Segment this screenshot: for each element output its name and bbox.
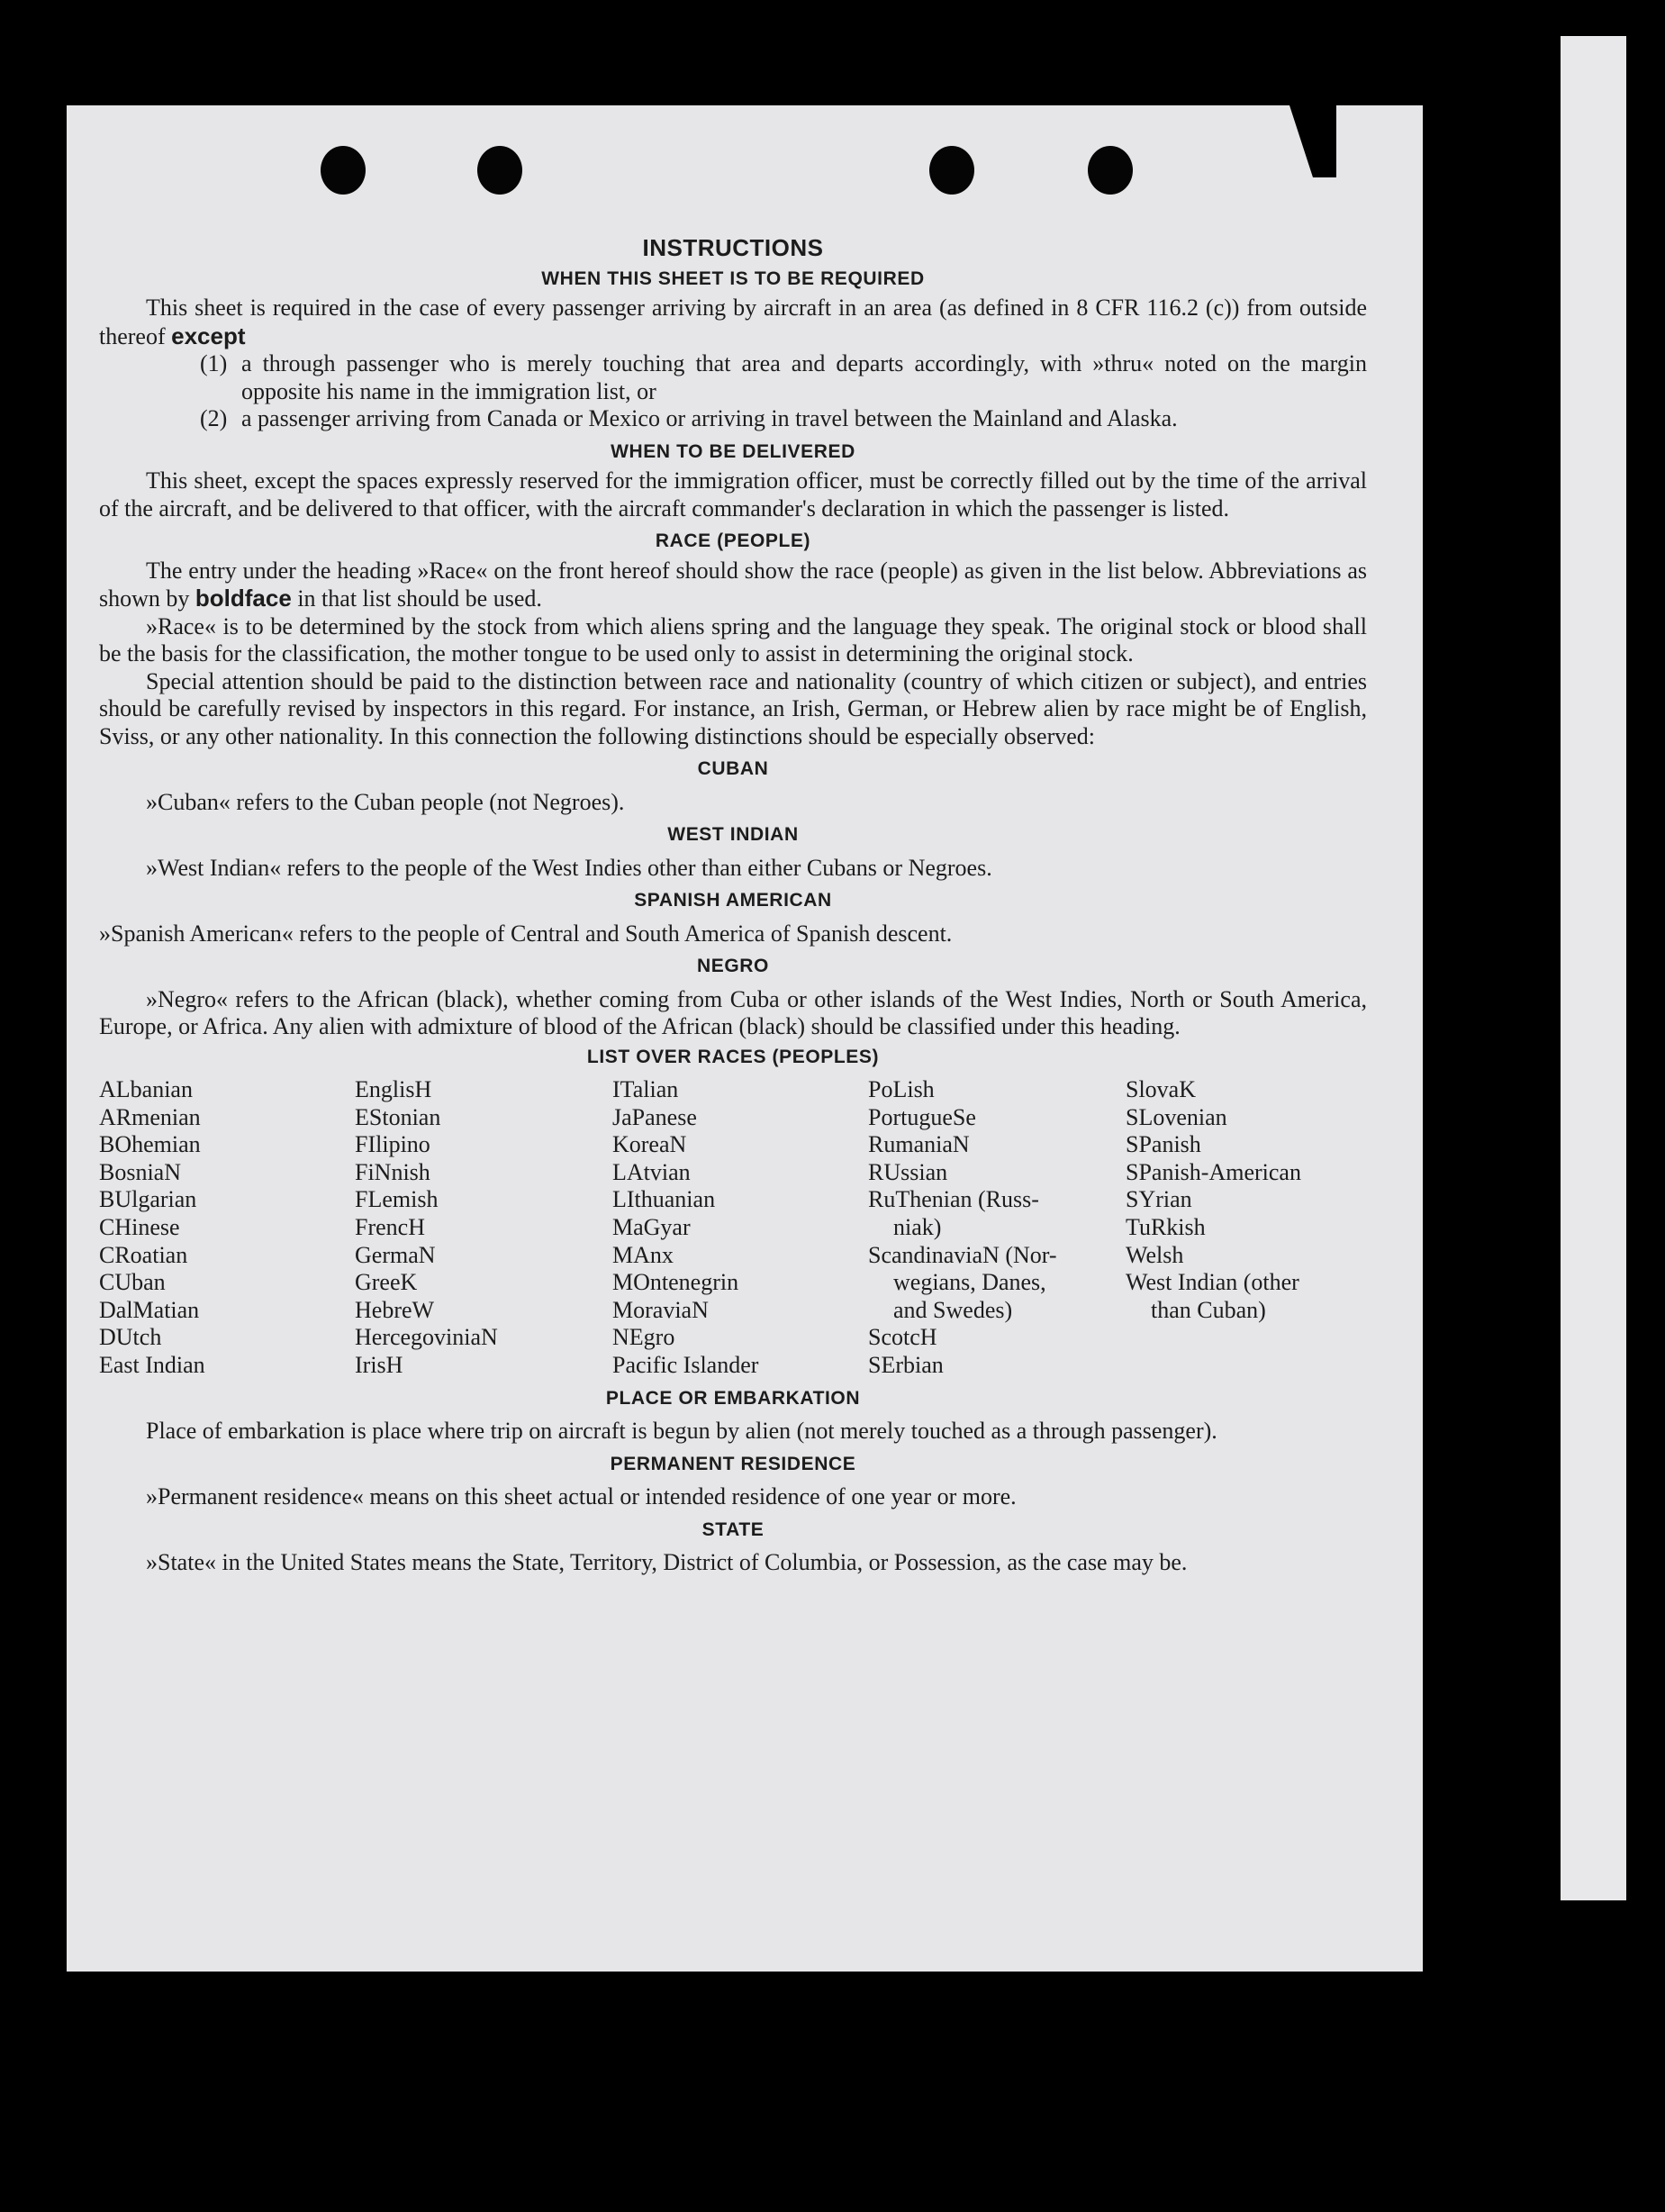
race-entry: EnglisH [355,1076,432,1102]
race-entry-continued: and Swedes) [893,1296,1013,1323]
race-entry: SLovenian [1126,1103,1227,1130]
races-column-4 [868,1076,1126,1380]
race-entry: BosniaN [99,1158,181,1185]
west-indian-text: »West Indian« refers to the people of the West Indies other than either Cubans or Negroes. [146,854,992,881]
race-entry: CHinese [99,1213,180,1240]
race-entry: SPanish [1126,1131,1201,1158]
race-paragraph-1: The entry under the heading »Race« on the front hereof should show the race (people) as given in the list below. Abbreviations as shown by boldface in that list should be used. [99,557,1367,612]
race-entry: SPanish-American [1126,1158,1301,1185]
instructions-content [99,234,1367,1577]
heading-state: STATE [701,1518,765,1540]
race-entry: KoreaN [612,1131,687,1158]
race-entry: FiNnish [355,1158,430,1185]
races-column-1 [99,1076,355,1380]
heading-list-races: LIST OVER RACES (PEOPLES) [586,1046,880,1067]
when-required-intro: This sheet is required in the case of every passenger arriving by aircraft in an area (as defined in 8 CFR 116.2 (c)) from outside thereof except [99,295,1367,349]
torn-corner [1289,105,1336,177]
race-entry: BUlgarian [99,1186,197,1213]
race-entry: LIthuanian [612,1186,716,1213]
race-entry: HebreW [355,1296,435,1323]
race-entry: SErbian [868,1351,944,1378]
race-entry: Pacific Islander [612,1351,759,1378]
race-entry: SYrian [1126,1186,1192,1213]
heading-permanent-residence: PERMANENT RESIDENCE [610,1453,856,1474]
race-entry: ALbanian [99,1076,193,1102]
heading-race: RACE (PEOPLE) [655,530,811,551]
heading-when-delivered: WHEN TO BE DELIVERED [611,440,855,462]
punch-hole [929,146,974,195]
race-entry: FIlipino [355,1131,430,1158]
race-paragraph-2: »Race« is to be determined by the stock from which aliens spring and the language they speak. The original stock or blood shall be the basis for the classification, the mother tongue to be used only to assist in determining the original stock. [99,612,1367,666]
negro-text: »Negro« refers to the African (black), whether coming from Cuba or other islands of the West Indies, North or South America, Europe, or Africa. Any alien with admixture of blood of the African (black) should be classified under this heading. [99,985,1367,1039]
race-entry: ITalian [612,1076,679,1102]
race-entry: EStonian [355,1103,441,1130]
heading-spanish-american: SPANISH AMERICAN [634,890,832,911]
page-title: INSTRUCTIONS [642,234,824,261]
race-entry-continued: niak) [893,1213,942,1240]
race-entry-continued: than Cuban) [1151,1296,1266,1323]
race-entry: NEgro [612,1324,675,1351]
race-entry: GreeK [355,1269,418,1296]
race-entry: CRoatian [99,1241,188,1268]
exception-item-2: (2) a passenger arriving from Canada or Mexico or arriving in travel between the Mainland and Alaska. [200,405,1178,431]
heading-cuban: CUBAN [697,758,769,779]
permanent-residence-text: »Permanent residence« means on this sheet actual or intended residence of one year or more. [146,1483,1017,1510]
race-entry: MAnx [612,1241,674,1268]
exception-item-1: (1) a through passenger who is merely touching that area and departs accordingly, with »thru« noted on the margin opposite his name in the immigration list, or [200,350,1367,404]
race-entry: DalMatian [99,1296,200,1323]
race-entry: JaPanese [612,1103,697,1130]
when-delivered-text: This sheet, except the spaces expressly reserved for the immigration officer, must be correctly filled out by the time of the arrival of the aircraft, and be delivered to that officer, with the aircraft commander's declaration in which the passenger is listed. [99,467,1367,521]
race-entry: CUban [99,1269,166,1296]
race-entry: MOntenegrin [612,1269,739,1296]
race-entry: West Indian (other [1126,1269,1299,1296]
punch-hole [321,146,366,195]
state-text: »State« in the United States means the State, Territory, District of Columbia, or Possession, as the case may be. [146,1549,1188,1576]
heading-negro: NEGRO [696,956,769,976]
heading-embarkation: PLACE OR EMBARKATION [605,1387,861,1409]
race-entry: MaGyar [612,1213,691,1240]
race-entry: PoLish [868,1076,935,1102]
heading-west-indian: WEST INDIAN [667,824,799,845]
race-entry: ScotcH [868,1324,937,1351]
races-column-3 [612,1076,868,1380]
race-entry: RuThenian (Russ- [868,1186,1039,1213]
race-entry: PortugueSe [868,1103,976,1130]
race-entry: HercegoviniaN [355,1324,498,1351]
cuban-text: »Cuban« refers to the Cuban people (not Negroes). [146,788,625,815]
race-entry: RUssian [868,1158,948,1185]
race-paragraph-3: Special attention should be paid to the distinction between race and nationality (country of which citizen or subject), and entries should be carefully revised by inspectors in this regard. For instance, an Irish, German, or Hebrew alien by race might be of English, Sviss, or any other nationality. In this connection the following distinctions should be especially observed: [99,667,1367,749]
race-entry: MoraviaN [612,1296,709,1323]
race-entry: ARmenian [99,1103,201,1130]
spanish-american-text: »Spanish American« refers to the people of Central and South America of Spanish descent. [99,920,953,947]
race-entry-continued: wegians, Danes, [893,1269,1046,1296]
race-entry: LAtvian [612,1158,691,1185]
punch-hole [1088,146,1133,195]
race-entry: Welsh [1126,1241,1184,1268]
races-column-5 [1126,1076,1360,1380]
race-entry: SlovaK [1126,1076,1196,1102]
race-entry: ScandinaviaN (Nor- [868,1241,1057,1268]
heading-when-required: WHEN THIS SHEET IS TO BE REQUIRED [541,267,925,289]
adjacent-page-edge [1561,36,1626,1900]
race-entry: BOhemian [99,1131,201,1158]
embarkation-text: Place of embarkation is place where trip on aircraft is begun by alien (not merely touched as a through passenger). [146,1418,1217,1445]
race-entry: East Indian [99,1351,205,1378]
race-entry: GermaN [355,1241,436,1268]
punch-hole [477,146,522,195]
race-entry: IrisH [355,1351,403,1378]
race-entry: FrencH [355,1213,425,1240]
race-entry: TuRkish [1126,1213,1206,1240]
races-list [99,1076,1367,1380]
race-entry: FLemish [355,1186,439,1213]
race-entry: DUtch [99,1324,162,1351]
race-entry: RumaniaN [868,1131,970,1158]
races-column-2 [355,1076,612,1380]
